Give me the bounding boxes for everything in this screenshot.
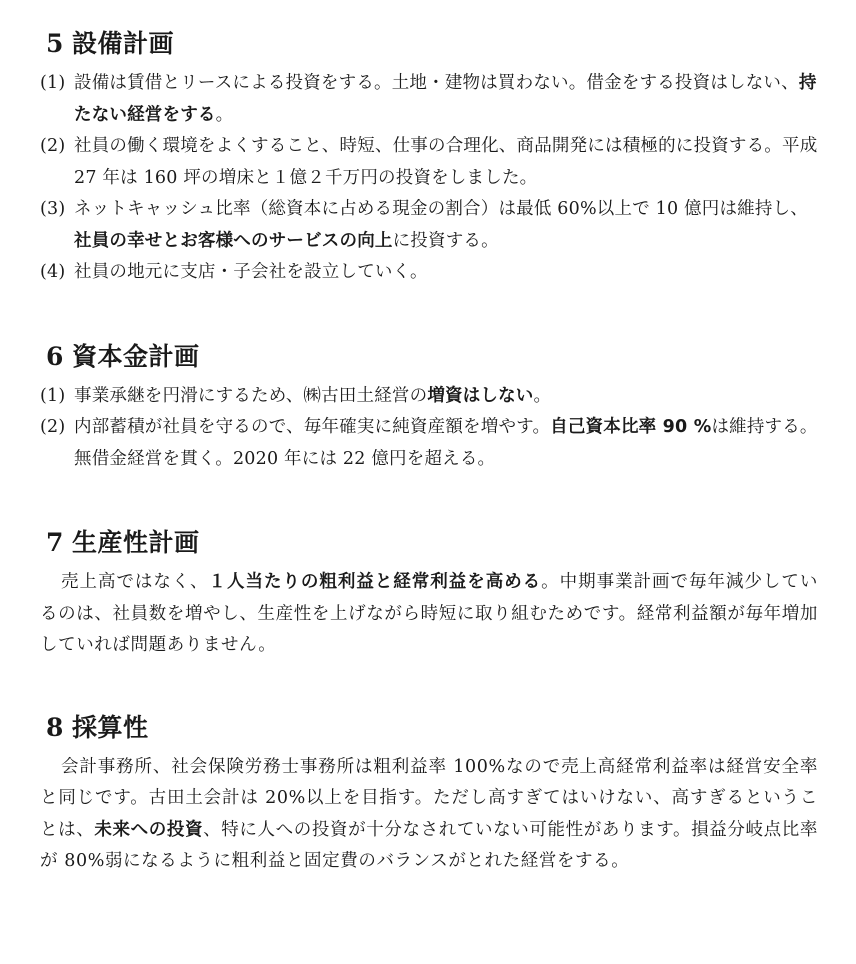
list-item bbox=[40, 131, 818, 194]
item-text-bold: 増資はしない bbox=[427, 385, 534, 406]
section-heading bbox=[46, 710, 818, 746]
section-number: 7 bbox=[46, 528, 64, 557]
paragraph-text-bold: １人当たりの粗利益と経常利益を高める bbox=[208, 572, 542, 592]
item-text: 社員の働く環境をよくすること、時短、仕事の合理化、商品開発には積極的に投資する。平成 27 年は 160 坪の増床と１億２千万円の投資をしました。 bbox=[74, 136, 818, 188]
section-heading bbox=[46, 525, 818, 561]
item-text: に投資する。 bbox=[392, 230, 499, 251]
item-text: 内部蓄積が社員を守るので、毎年確実に純資産額を増やす。 bbox=[74, 417, 551, 437]
item-text: 社員の地元に支店・子会社を設立していく。 bbox=[74, 262, 428, 282]
item-text-bold: 持たない経営をする bbox=[74, 73, 817, 125]
list-item bbox=[40, 381, 818, 413]
section-profitability bbox=[40, 710, 818, 878]
item-text: 。 bbox=[533, 385, 552, 406]
item-text: 事業承継を円滑にするため、㈱古田土経営の bbox=[74, 385, 428, 406]
item-text: 設備は賃借とリースによる投資をする。土地・建物は買わない。借金をする投資はしない、 bbox=[74, 73, 799, 93]
paragraph-text: 会計事務所、社会保険労務士事務所は粗利益率 100%なので売上高経常利益率は経営安全率と同じです。古田土会計は 20%以上を目指す。ただし高すぎてはいけない、高すぎるということは、 bbox=[40, 756, 818, 840]
section-paragraph bbox=[40, 752, 818, 878]
section-capital-plan bbox=[40, 339, 818, 476]
section-number: 8 bbox=[46, 712, 64, 742]
list-item bbox=[40, 68, 818, 131]
section-number: 6 bbox=[46, 341, 64, 371]
list-item bbox=[40, 412, 818, 475]
item-marker: (4) bbox=[40, 262, 66, 282]
paragraph-text: 売上高ではなく、 bbox=[61, 572, 209, 592]
section-heading bbox=[46, 26, 818, 62]
section-productivity-plan bbox=[40, 525, 818, 662]
section-title: 設備計画 bbox=[72, 29, 175, 58]
section-paragraph bbox=[40, 567, 818, 662]
item-marker: (1) bbox=[40, 385, 66, 406]
section-title: 採算性 bbox=[72, 712, 149, 742]
item-text: は維持する。無借金経営を貫く。2020 年には 22 億円を超える。 bbox=[74, 417, 818, 469]
section-title: 生産性計画 bbox=[72, 528, 200, 557]
section-spacer bbox=[40, 662, 818, 710]
item-marker: (1) bbox=[40, 73, 66, 93]
section-number: 5 bbox=[46, 29, 64, 58]
item-marker: (3) bbox=[40, 199, 66, 219]
item-text: ネットキャッシュ比率（総資本に占める現金の割合）は最低 60%以上で 10 億円は維持し、 bbox=[74, 199, 808, 219]
section-spacer bbox=[40, 289, 818, 339]
item-marker: (2) bbox=[40, 136, 66, 156]
list-item bbox=[40, 194, 818, 257]
section-title: 資本金計画 bbox=[72, 341, 200, 371]
list-item bbox=[40, 257, 818, 289]
paragraph-text: 。中期事業計画で毎年減少しているのは、社員数を増やし、生産性を上げながら時短に取り組むためです。経常利益額が毎年増加していれば問題ありません。 bbox=[40, 572, 818, 655]
section-heading bbox=[46, 339, 818, 375]
paragraph-text: 、特に人への投資が十分なされていない可能性があります。損益分岐点比率が 80%弱になるように粗利益と固定費のバランスがとれた経営をする。 bbox=[40, 819, 819, 871]
item-text-bold: 自己資本比率 90 % bbox=[550, 417, 712, 437]
paragraph-text-bold: 未来への投資 bbox=[94, 819, 204, 840]
item-text: 。 bbox=[215, 104, 234, 125]
section-equipment-plan bbox=[40, 26, 818, 289]
item-marker: (2) bbox=[40, 417, 66, 437]
item-text-bold: 社員の幸せとお客様へのサービスの向上 bbox=[74, 230, 393, 251]
section-spacer bbox=[40, 475, 818, 525]
